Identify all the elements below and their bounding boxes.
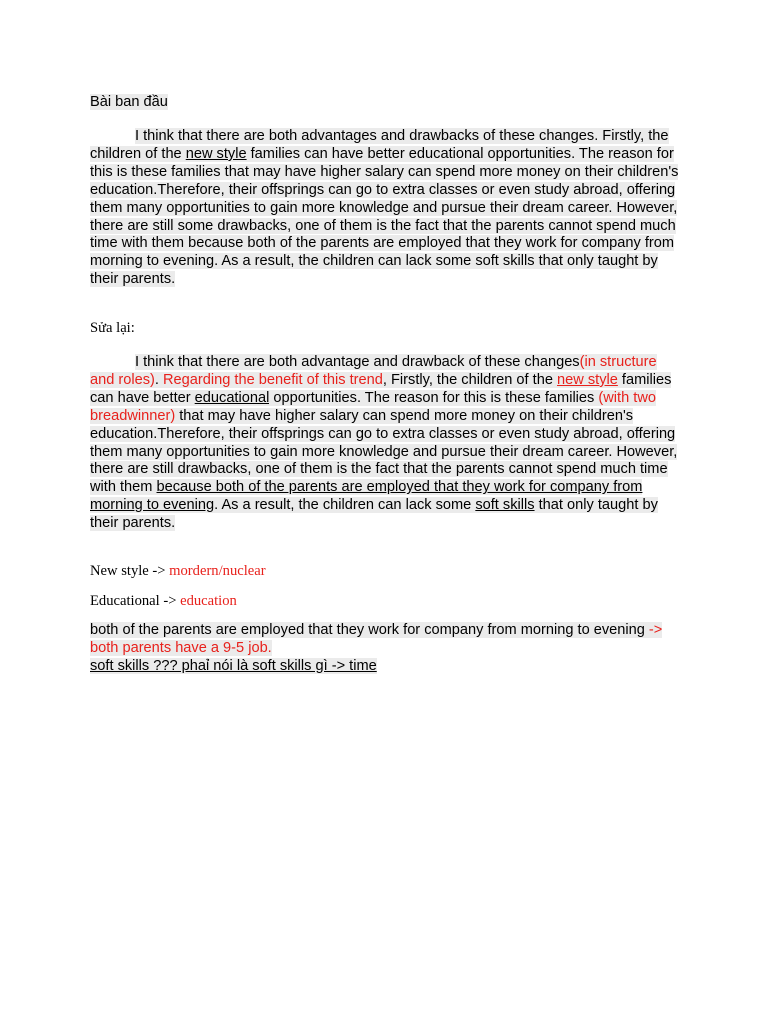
revised-soft-skills-marked: soft skills: [475, 497, 535, 514]
note-employed-text: both of the parents are employed that they work for company from morning to evening: [90, 622, 649, 638]
revised-text-5: opportunities. The reason for this is these families: [269, 389, 599, 406]
correction-new-style-label: New style ->: [90, 563, 170, 579]
correction-educational: [90, 592, 237, 610]
notes-block: [90, 621, 680, 675]
original-heading: [90, 92, 168, 112]
revised-text-2: .: [154, 371, 164, 388]
correction-educational-label: Educational ->: [90, 593, 181, 609]
revised-correction-structure: (in structure and roles): [90, 354, 657, 388]
revised-text-6: that may have higher salary can spend more money on their children's education.Therefore, their offsprings can go to extra classes or even study abroad, offering them many opportunities to gain more knowledge and pursue their dream career. However, there are still drawbacks, one of them is the fact that the parents cannot spend much time with them: [90, 407, 678, 496]
note-soft-skills: soft skills ??? phaỉ nói là soft skills gì -> time: [90, 658, 377, 674]
revised-employed-marked: because both of the parents are employed that they work for company from morning to evening: [90, 479, 643, 514]
revised-educational-marked: educational: [194, 389, 270, 406]
revised-text-1: I think that there are both advantage and drawback of these changes: [135, 354, 580, 370]
revised-text-3: , Firstly, the children of the: [382, 371, 558, 388]
original-text-part-1: I think that there are both advantages and drawbacks of these changes. Firstly, the children of the: [90, 128, 669, 162]
revised-new-style-marked: new style: [557, 371, 618, 388]
revised-text-4: families can have better: [90, 371, 672, 406]
original-new-style-underlined: new style: [185, 145, 247, 162]
revised-paragraph: [90, 354, 680, 533]
revised-correction-benefit: Regarding the benefit of this trend: [163, 371, 383, 388]
original-paragraph: [90, 128, 680, 289]
correction-new-style-fix: mordern/nuclear: [169, 563, 266, 579]
original-heading-text: Bài ban đầu: [90, 94, 168, 110]
original-text-part-2: families can have better educational opportunities. The reason for this is these families that may have higher salary can spend more money on their children's education.Therefore, their offsprings can go to extra classes or even study abroad, offering them many opportunities to gain more knowledge and pursue their dream career. However, there are still some drawbacks, one of them is the fact that the parents cannot spend much time with them because both of the parents are employed that they work for company from morning to evening. As a result, the children can lack some soft skills that only taught by their parents.: [90, 145, 679, 288]
correction-new-style: [90, 562, 266, 580]
revised-text-7: . As a result, the children can lack some: [214, 497, 476, 514]
revised-correction-breadwinner: (with two breadwinner): [90, 389, 656, 424]
revised-heading: Sửa lại:: [90, 320, 135, 336]
correction-educational-fix: education: [180, 593, 237, 609]
note-employed-fix: -> both parents have a 9-5 job.: [90, 622, 663, 656]
revised-text-8: that only taught by their parents.: [90, 497, 658, 532]
